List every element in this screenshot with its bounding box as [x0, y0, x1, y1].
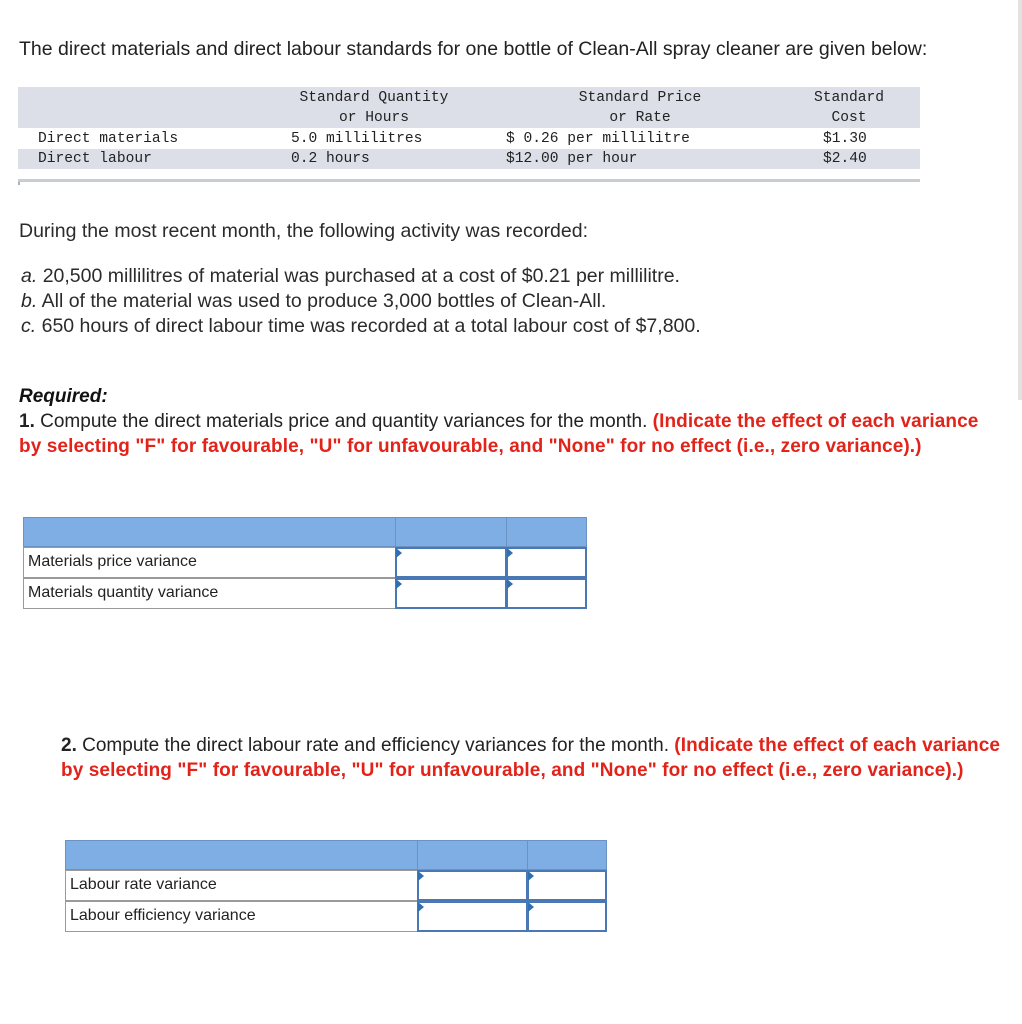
- activity-item-c: [21, 314, 701, 339]
- activity-item-c-text: 650 hours of direct labour time was recorded at a total labour cost of $7,800.: [41, 315, 701, 337]
- cell-indicator-icon: [396, 548, 402, 558]
- table-row: [23, 578, 396, 609]
- row-cost-direct-labour: $2.40: [823, 151, 867, 167]
- table-row: [23, 547, 396, 578]
- row-cost-direct-materials: $1.30: [823, 131, 867, 147]
- header-std-quantity: [284, 88, 464, 128]
- labour-efficiency-variance-label: Labour efficiency variance: [70, 907, 256, 924]
- row-label-direct-materials: Direct materials: [38, 131, 179, 147]
- grid-header-label-col: [23, 517, 396, 547]
- labour-rate-variance-label: Labour rate variance: [70, 876, 217, 893]
- grid-header-label-col: [65, 840, 418, 870]
- labour-efficiency-variance-amount-input[interactable]: [417, 901, 528, 932]
- header-std-price: [545, 88, 735, 128]
- cell-indicator-icon: [528, 902, 534, 912]
- table-bottom-rule: [18, 179, 920, 182]
- required-heading: Required:: [19, 386, 108, 407]
- labour-efficiency-variance-effect-select[interactable]: [527, 901, 607, 932]
- table-row: [65, 901, 418, 932]
- labour-variance-grid: [65, 840, 607, 933]
- activity-item-a-marker: a.: [21, 265, 38, 287]
- question-1-instruction: (Indicate the effect of each variance by selecting "F" for favourable, "U" for unfavourable, and "None" for no effect (i.e., zero variance).): [19, 411, 979, 457]
- cell-indicator-icon: [418, 871, 424, 881]
- standards-header-band: [18, 87, 920, 128]
- materials-price-variance-effect-select[interactable]: [506, 547, 587, 578]
- activity-item-b: [21, 289, 606, 314]
- question-2-number: 2.: [61, 735, 77, 756]
- grid-header-effect-col: [506, 517, 587, 547]
- cell-indicator-icon: [507, 579, 513, 589]
- question-2-text: Compute the direct labour rate and efficiency variances for the month.: [82, 735, 669, 756]
- header-std-price-line1: Standard Price: [578, 90, 702, 106]
- header-std-price-line2: or Rate: [609, 110, 671, 126]
- materials-variance-grid: [23, 517, 587, 610]
- header-std-quantity-line1: Standard Quantity: [299, 90, 449, 106]
- question-1: [19, 410, 994, 459]
- standards-row-band: [18, 149, 920, 169]
- activity-lead: During the most recent month, the following activity was recorded:: [19, 220, 589, 242]
- materials-price-variance-amount-input[interactable]: [395, 547, 507, 578]
- header-std-quantity-line2: or Hours: [338, 110, 410, 126]
- materials-quantity-variance-amount-input[interactable]: [395, 578, 507, 609]
- materials-quantity-variance-effect-select[interactable]: [506, 578, 587, 609]
- row-price-direct-labour: $12.00 per hour: [506, 151, 638, 167]
- question-2: [61, 734, 1001, 783]
- grid-header-effect-col: [527, 840, 607, 870]
- cell-indicator-icon: [528, 871, 534, 881]
- activity-item-a-text: 20,500 millilitres of material was purchased at a cost of $0.21 per millilitre.: [42, 265, 680, 287]
- cell-indicator-icon: [396, 579, 402, 589]
- standards-table: [18, 87, 920, 186]
- activity-item-a: [21, 264, 680, 289]
- header-std-cost-line2: Cost: [831, 110, 867, 126]
- question-2-instruction: (Indicate the effect of each variance by selecting "F" for favourable, "U" for unfavourable, and "None" for no effect (i.e., zero variance).): [61, 735, 1001, 781]
- row-qty-direct-labour: 0.2 hours: [291, 151, 370, 167]
- page-scrollbar[interactable]: [1018, 0, 1022, 400]
- labour-rate-variance-amount-input[interactable]: [417, 870, 528, 901]
- labour-rate-variance-effect-select[interactable]: [527, 870, 607, 901]
- grid-header-amount-col: [417, 840, 528, 870]
- grid-header-amount-col: [395, 517, 507, 547]
- header-std-cost: [799, 88, 899, 128]
- header-std-cost-line1: Standard: [813, 90, 885, 106]
- activity-item-c-marker: c.: [21, 315, 37, 337]
- row-price-direct-materials: $ 0.26 per millilitre: [506, 131, 690, 147]
- materials-price-variance-label: Materials price variance: [28, 553, 197, 570]
- row-qty-direct-materials: 5.0 millilitres: [291, 131, 423, 147]
- question-1-text: Compute the direct materials price and quantity variances for the month.: [40, 411, 648, 432]
- table-row: [65, 870, 418, 901]
- row-label-direct-labour: Direct labour: [38, 151, 152, 167]
- cell-indicator-icon: [507, 548, 513, 558]
- cell-indicator-icon: [418, 902, 424, 912]
- intro-text: The direct materials and direct labour standards for one bottle of Clean-All spray cleaner are given below:: [19, 38, 928, 60]
- activity-item-b-marker: b.: [21, 290, 38, 312]
- question-1-number: 1.: [19, 411, 35, 432]
- materials-quantity-variance-label: Materials quantity variance: [28, 584, 219, 601]
- activity-item-b-text: All of the material was used to produce 3,000 bottles of Clean-All.: [41, 290, 607, 312]
